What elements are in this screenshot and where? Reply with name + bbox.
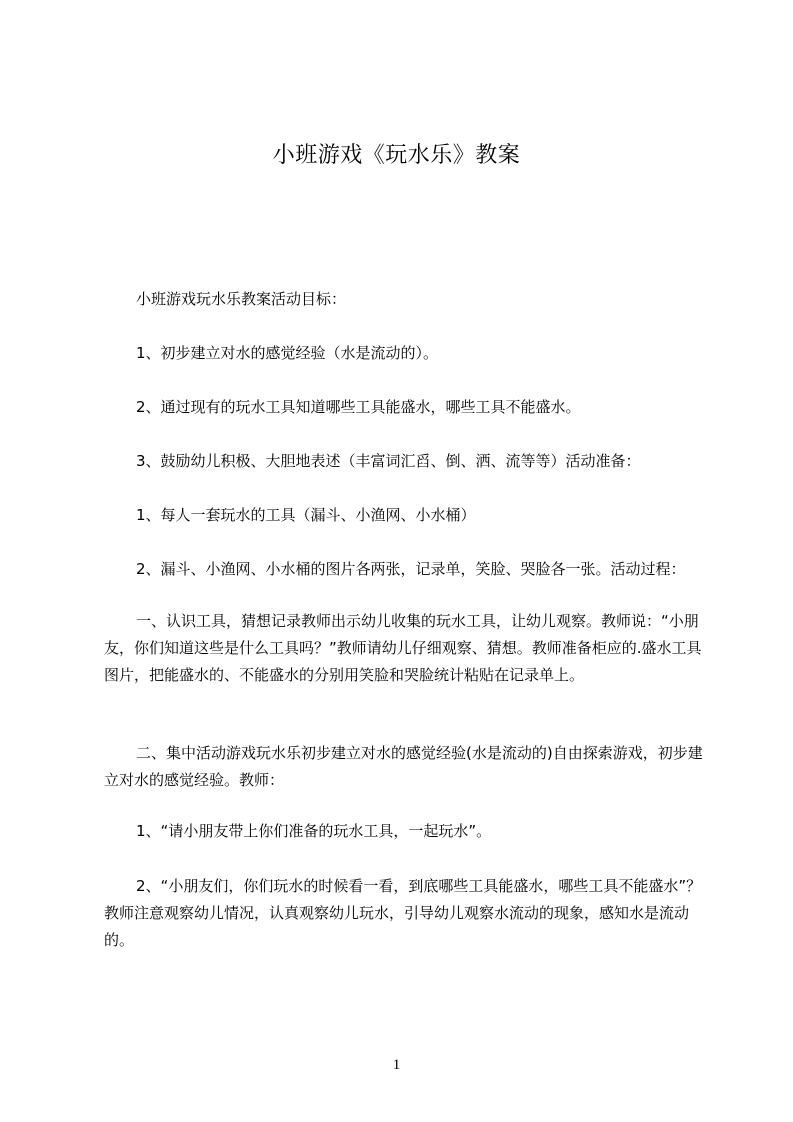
paragraph-process-step-2: 2、“小朋友们，你们玩水的时候看一看，到底哪些工具能盛水，哪些工具不能盛水”？教师注意观察幼儿情况，认真观察幼儿玩水，引导幼儿观察水流动的现象，感知水是流动的。 bbox=[104, 877, 702, 949]
document-title: 小班游戏《玩水乐》教案 bbox=[272, 143, 521, 168]
paragraph-process-2: 二、集中活动游戏玩水乐初步建立对水的感觉经验(水是流动的)自由探索游戏，初步建立对水的感觉经验。教师： bbox=[104, 744, 703, 789]
paragraph-activity-goals-heading: 小班游戏玩水乐教案活动目标： bbox=[136, 290, 347, 308]
page-number: 1 bbox=[392, 1057, 401, 1073]
paragraph-preparation-1: 1、每人一套玩水的工具（漏斗、小渔网、小水桶） bbox=[136, 506, 476, 524]
paragraph-goal-1: 1、初步建立对水的感觉经验（水是流动的）。 bbox=[136, 344, 439, 362]
paragraph-goal-3: 3、鼓励幼儿积极、大胆地表述（丰富词汇舀、倒、洒、流等等）活动准备： bbox=[136, 452, 641, 470]
paragraph-goal-2: 2、通过现有的玩水工具知道哪些工具能盛水，哪些工具不能盛水。 bbox=[136, 398, 581, 416]
paragraph-process-step-1: 1、“请小朋友带上你们准备的玩水工具，一起玩水”。 bbox=[136, 822, 492, 840]
paragraph-preparation-2: 2、漏斗、小渔网、小水桶的图片各两张，记录单，笑脸、哭脸各一张。活动过程： bbox=[136, 560, 686, 578]
paragraph-process-1: 一、认识工具，猜想记录教师出示幼儿收集的玩水工具，让幼儿观察。教师说：“小朋友，你们知道这些是什么工具吗？”教师请幼儿仔细观察、猜想。教师准备柜应的.盛水工具图片，把能盛水的、不能盛水的分别用笑脸和哭脸统计粘贴在记录单上。 bbox=[104, 612, 702, 684]
